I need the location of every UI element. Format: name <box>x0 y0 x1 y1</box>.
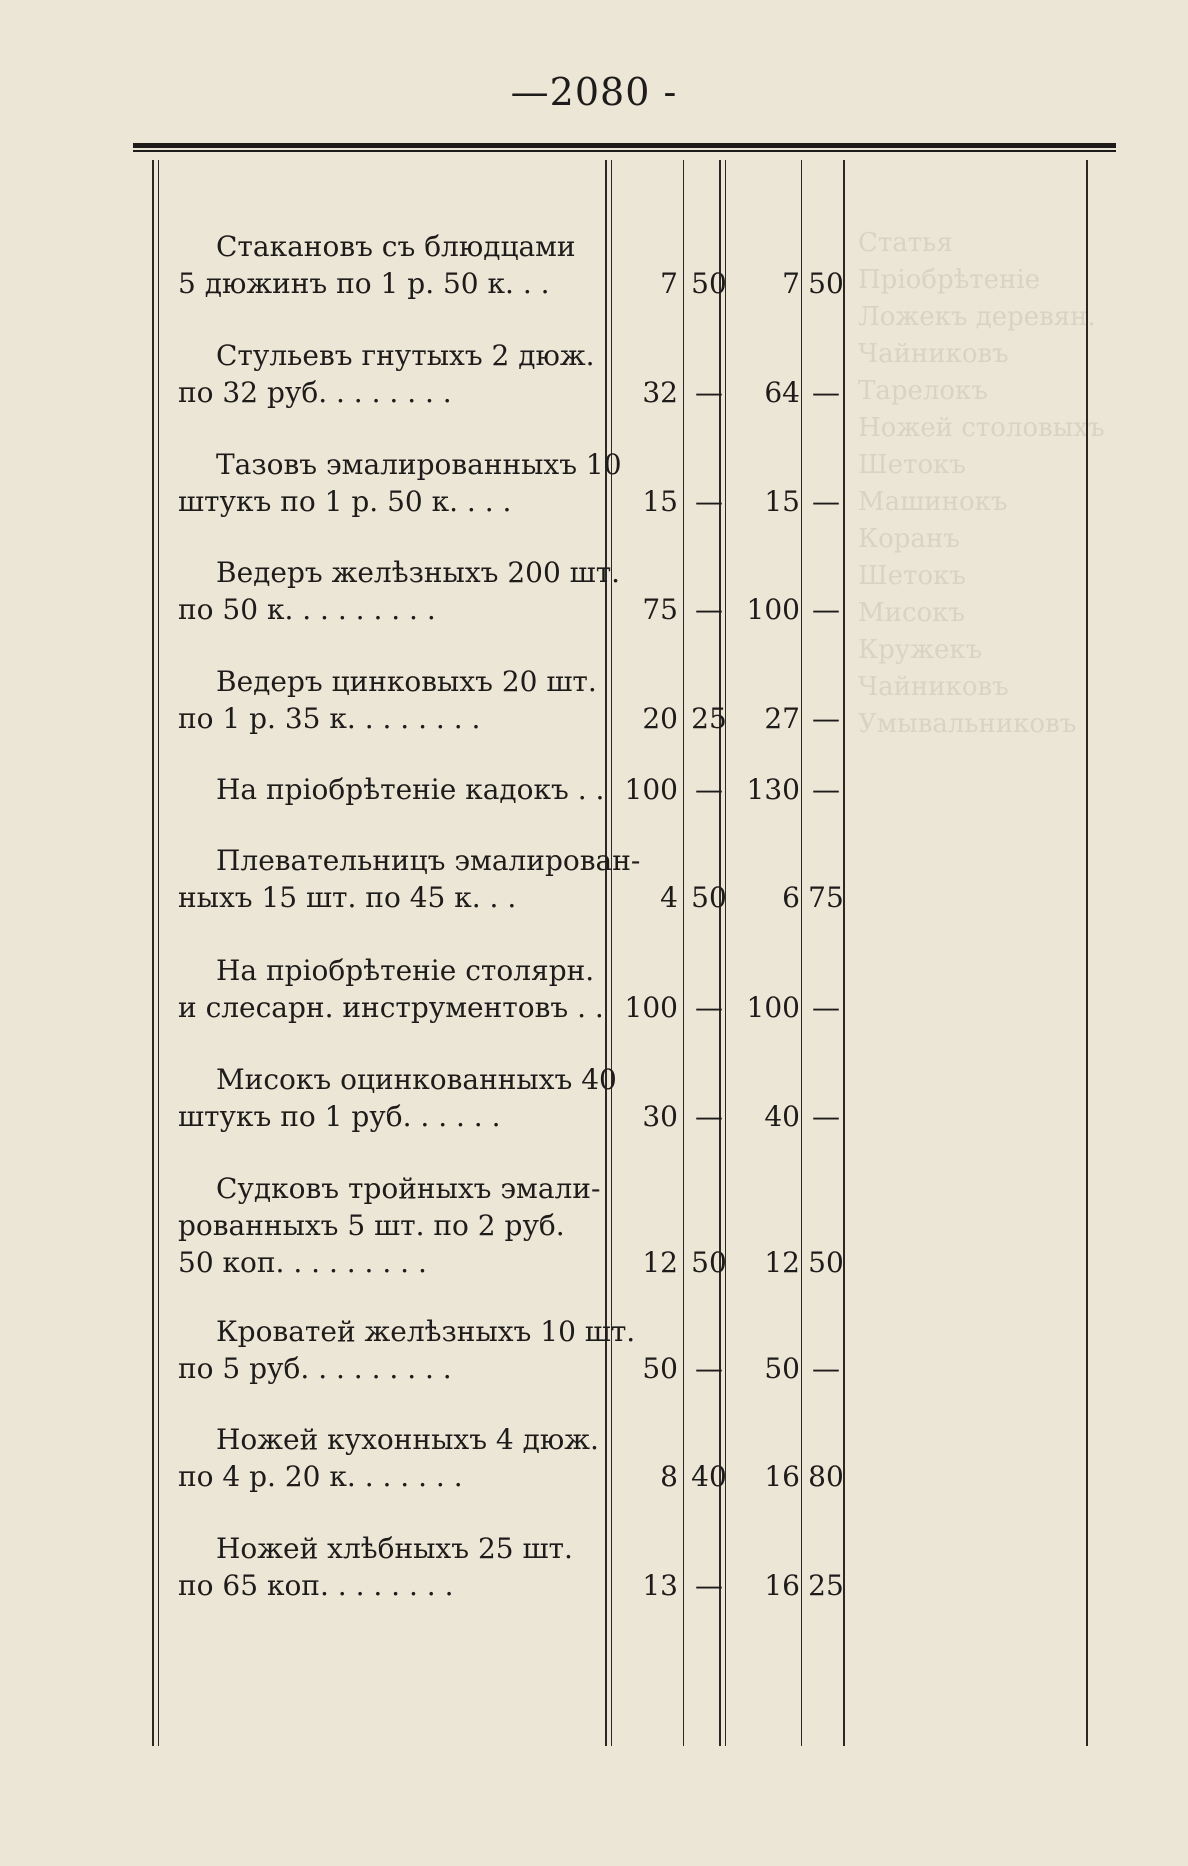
description-line: Кроватей желѣзныхъ 10 шт. <box>216 1315 636 1348</box>
amount-rubles-1: 100 <box>624 773 678 806</box>
amount-kopecks-1: 25 <box>691 702 727 735</box>
description-line: Мисокъ оцинкованныхъ 40 <box>216 1063 617 1096</box>
amount-rubles-1: 75 <box>642 593 678 626</box>
column-rule-right-outer <box>1086 160 1088 1746</box>
amount-kopecks-1: 50 <box>691 267 727 300</box>
item-description <box>178 1421 599 1495</box>
amount-kopecks-2: — <box>812 991 840 1024</box>
amount-kopecks-1: 50 <box>691 881 727 914</box>
item-description <box>178 1313 636 1387</box>
amount-rubles-2: 16 <box>764 1460 800 1493</box>
page-number: —2080 - <box>510 70 678 114</box>
amount-kopecks-2: — <box>812 1100 840 1133</box>
bleed-through-text: Статья Пріобрѣтеніе Ложекъ деревян. Чайниковъ Тарелокъ Ножей столовыхъ Шетокъ Машинокъ Коранъ Шетокъ Мисокъ Кружекъ Чайниковъ Умывальниковъ <box>858 228 1105 739</box>
description-line: Ведеръ цинковыхъ 20 шт. <box>216 665 597 698</box>
amount-kopecks-1: — <box>695 1100 723 1133</box>
amount-rubles-1: 100 <box>624 991 678 1024</box>
amount-kopecks-2: 80 <box>808 1460 844 1493</box>
amount-kopecks-2: — <box>812 593 840 626</box>
description-line: и слесарн. инструментовъ . . <box>178 991 604 1024</box>
amount-kopecks-2: 50 <box>808 267 844 300</box>
amount-kopecks-2: — <box>812 485 840 518</box>
amount-kopecks-1: 50 <box>691 1246 727 1279</box>
amount-rubles-1: 4 <box>660 881 678 914</box>
amount-rubles-1: 32 <box>642 376 678 409</box>
header-rule-thick <box>133 143 1116 148</box>
amount-rubles-1: 13 <box>642 1569 678 1602</box>
column-rule-left-outer <box>152 160 154 1746</box>
column-rule-rub2 <box>801 160 802 1746</box>
item-description <box>178 842 641 916</box>
column-rule-rub1 <box>683 160 684 1746</box>
amount-kopecks-1: — <box>695 991 723 1024</box>
amount-rubles-2: 40 <box>764 1100 800 1133</box>
description-line: по 65 коп. . . . . . . . <box>178 1569 454 1602</box>
amount-rubles-2: 100 <box>746 991 800 1024</box>
amount-rubles-2: 100 <box>746 593 800 626</box>
amount-rubles-1: 30 <box>642 1100 678 1133</box>
amount-kopecks-2: 25 <box>808 1569 844 1602</box>
amount-rubles-2: 15 <box>764 485 800 518</box>
amount-kopecks-2: 50 <box>808 1246 844 1279</box>
amount-rubles-2: 27 <box>764 702 800 735</box>
description-line: по 32 руб. . . . . . . . <box>178 376 452 409</box>
amount-rubles-1: 50 <box>642 1352 678 1385</box>
column-rule-desc-right-2 <box>611 160 612 1746</box>
amount-rubles-2: 50 <box>764 1352 800 1385</box>
amount-kopecks-2: — <box>812 376 840 409</box>
description-line: 50 коп. . . . . . . . . <box>178 1246 427 1279</box>
amount-rubles-1: 15 <box>642 485 678 518</box>
amount-rubles-1: 12 <box>642 1246 678 1279</box>
description-line: Плевательницъ эмалирован- <box>216 844 641 877</box>
item-description <box>178 1530 590 1604</box>
description-line: 5 дюжинъ по 1 р. 50 к. . . <box>178 267 550 300</box>
item-description <box>178 663 597 737</box>
amount-kopecks-1: — <box>695 773 723 806</box>
description-line: Ножей хлѣбныхъ 25 шт. <box>216 1532 573 1565</box>
description-line: Ножей кухонныхъ 4 дюж. <box>216 1423 599 1456</box>
column-rule-desc-right <box>605 160 607 1746</box>
description-line: по 4 р. 20 к. . . . . . . <box>178 1460 463 1493</box>
amount-rubles-1: 7 <box>660 267 678 300</box>
amount-kopecks-1: — <box>695 1569 723 1602</box>
description-line: Стульевъ гнутыхъ 2 дюж. <box>216 339 595 372</box>
item-description <box>178 1061 617 1135</box>
description-line: Судковъ тройныхъ эмали- <box>216 1172 601 1205</box>
item-description <box>178 771 605 808</box>
item-description <box>178 446 622 520</box>
description-line: рованныхъ 5 шт. по 2 руб. <box>178 1209 565 1242</box>
amount-rubles-2: 130 <box>746 773 800 806</box>
item-description <box>178 337 595 411</box>
amount-kopecks-2: — <box>812 1352 840 1385</box>
description-line: по 5 руб. . . . . . . . . <box>178 1352 452 1385</box>
amount-kopecks-1: — <box>695 1352 723 1385</box>
amount-rubles-2: 64 <box>764 376 800 409</box>
amount-rubles-1: 20 <box>642 702 678 735</box>
item-description <box>178 952 604 1026</box>
item-description <box>178 1170 601 1281</box>
item-description <box>178 554 621 628</box>
amount-kopecks-1: — <box>695 485 723 518</box>
amount-rubles-2: 6 <box>782 881 800 914</box>
description-line: по 50 к. . . . . . . . . <box>178 593 436 626</box>
description-line: штукъ по 1 руб. . . . . . <box>178 1100 501 1133</box>
description-line: Стакановъ съ блюдцами <box>216 230 576 263</box>
description-line: по 1 р. 35 к. . . . . . . . <box>178 702 481 735</box>
item-description <box>178 228 590 302</box>
amount-kopecks-1: — <box>695 376 723 409</box>
amount-rubles-2: 7 <box>782 267 800 300</box>
description-line: На пріобрѣтеніе столярн. <box>216 954 595 987</box>
description-line: ныхъ 15 шт. по 45 к. . . <box>178 881 517 914</box>
column-rule-left-inner <box>158 160 159 1746</box>
amount-kopecks-2: — <box>812 702 840 735</box>
amount-kopecks-2: 75 <box>808 881 844 914</box>
amount-rubles-1: 8 <box>660 1460 678 1493</box>
description-line: штукъ по 1 р. 50 к. . . . <box>178 485 512 518</box>
amount-rubles-2: 12 <box>764 1246 800 1279</box>
header-rule-thin <box>133 150 1116 152</box>
description-line: Ведеръ желѣзныхъ 200 шт. <box>216 556 621 589</box>
amount-rubles-2: 16 <box>764 1569 800 1602</box>
amount-kopecks-1: — <box>695 593 723 626</box>
description-line: На пріобрѣтеніе кадокъ . . <box>216 773 605 806</box>
amount-kopecks-2: — <box>812 773 840 806</box>
description-line: Тазовъ эмалированныхъ 10 <box>216 448 622 481</box>
amount-kopecks-1: 40 <box>691 1460 727 1493</box>
